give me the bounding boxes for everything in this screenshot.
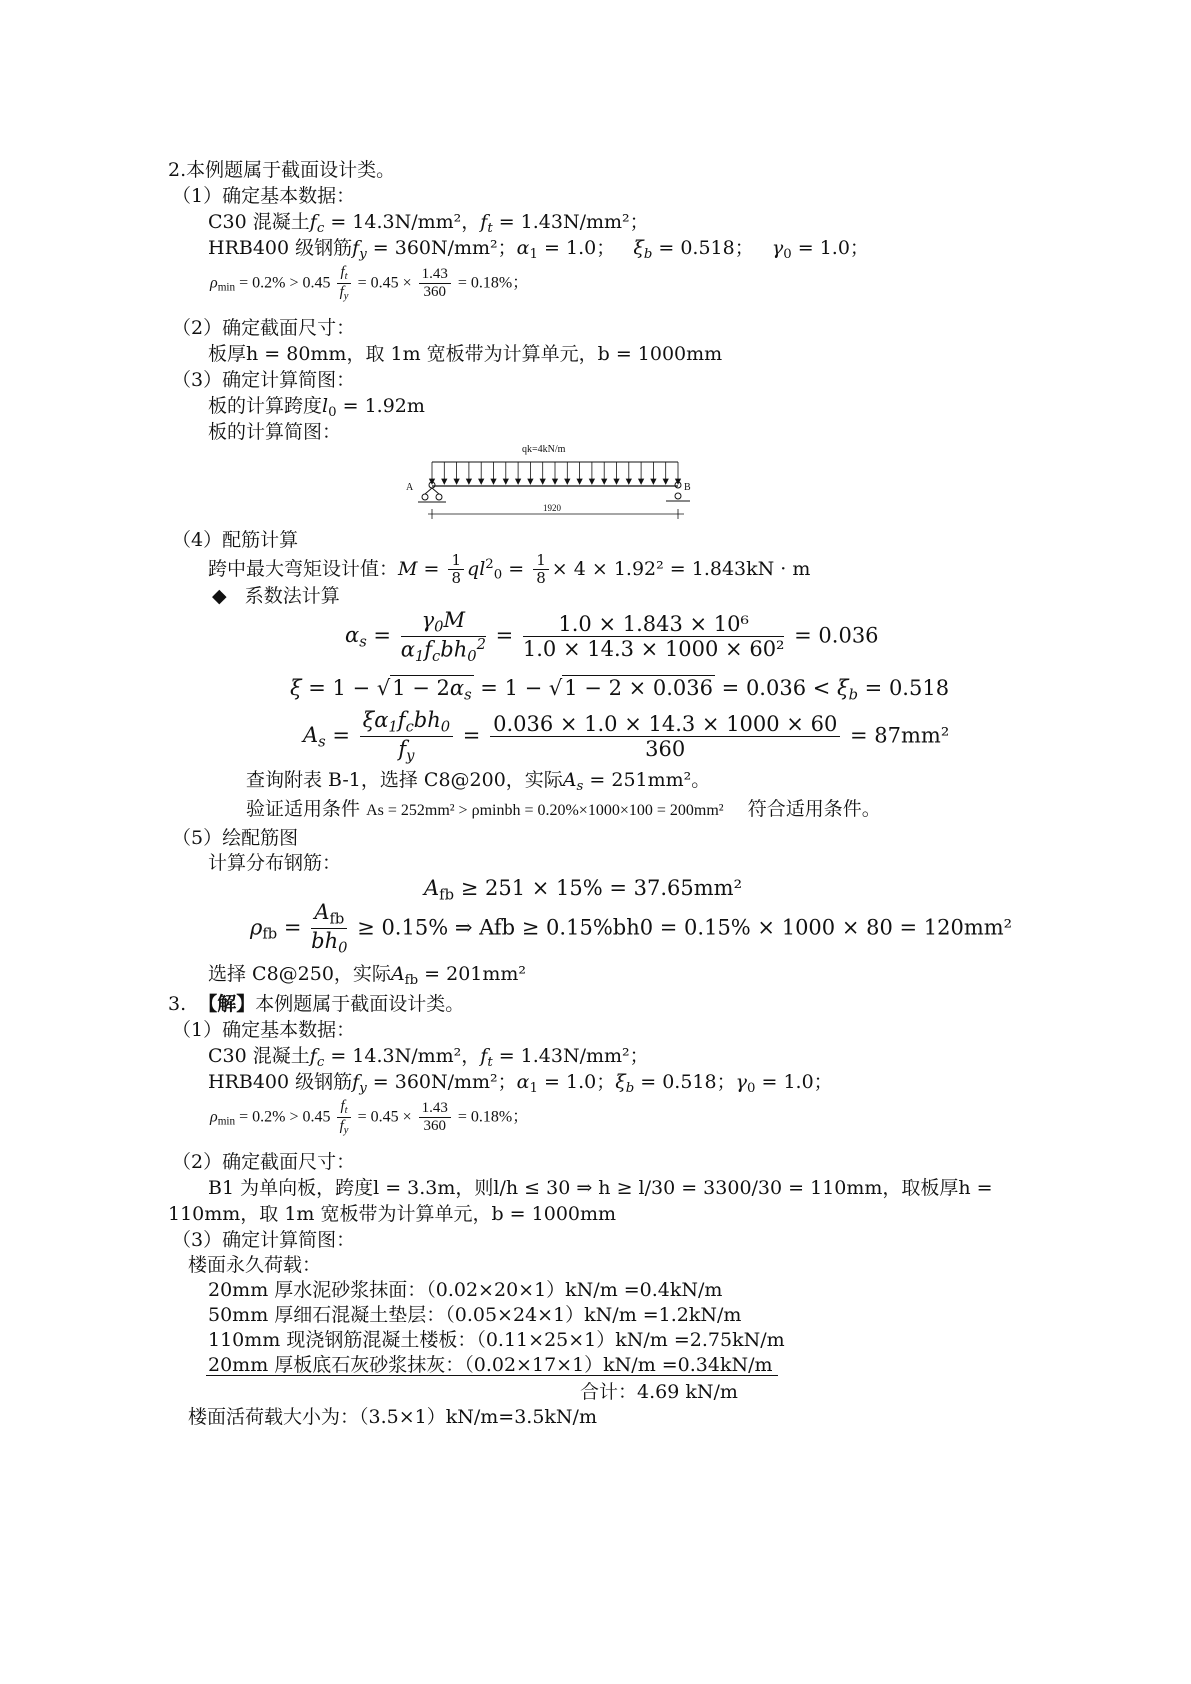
load-arrow-head bbox=[442, 479, 447, 484]
s3-step2-heading: （2）确定截面尺寸： bbox=[172, 1151, 356, 1173]
alpha-s-equation: $\alpha_s$ = $\frac{\gamma_0M}{\alpha_1f_cbh_0^2}$ = $\frac{\text{1.0 × 1.843 × 10⁶}}{\text{1.0 × 14.3 × 1000 × 60²}}$ = 0.036 bbox=[345, 608, 879, 666]
load-arrow-head bbox=[602, 479, 607, 484]
rho-fb-equation: $\rho_{fb}$ = $\frac{A_{fb}}{bh_0}$ ≥ 0.15% ⇒ Afb ≥ 0.15%bh0 = 0.15% × 1000 × 80 = 120mm² bbox=[250, 900, 1013, 957]
support-a-label: A bbox=[406, 482, 414, 493]
load-arrow-head bbox=[577, 479, 582, 484]
load-arrow-head bbox=[479, 479, 484, 484]
load-arrow-head bbox=[454, 479, 459, 484]
load-label: qk=4kN/m bbox=[522, 444, 566, 455]
s3-b1-line: B1 为单向板，跨度l = 3.3m，则l/h ≤ 30 ⇒ h ≥ l/30 = 3300/30 = 110mm，取板厚h = bbox=[208, 1177, 993, 1199]
s3-steel-line: HRB400 级钢筋$f_y = 360N/mm^2$；$\alpha_1 = 1.0$；$\xi_b = 0.518$；$\gamma_0 = 1.0$； bbox=[208, 1071, 833, 1096]
s2-step1-heading: （1）确定基本数据： bbox=[172, 185, 356, 207]
section2-title: 2.本例题属于截面设计类。 bbox=[168, 159, 396, 181]
span-length-label: 1920 bbox=[543, 503, 561, 513]
load-arrow-head bbox=[528, 479, 533, 484]
xi-equation: $\xi = 1 - √1 - 2\alpha_s = 1 - √1 - 2 \times 0.036 = 0.036 < \xi_b = 0.518$ bbox=[290, 676, 950, 704]
load-arrow-head bbox=[589, 479, 594, 484]
s2-lookup-line: 查询附表 B-1，选择 C8@200，实际$A_s = 251mm^2$。 bbox=[246, 769, 711, 794]
load-item: 110mm 现浇钢筋混凝土楼板：（0.11×25×1）kN/m =2.75kN/m bbox=[208, 1329, 785, 1351]
load-arrow-head bbox=[651, 479, 656, 484]
load-arrow-head bbox=[503, 479, 508, 484]
s2-step3-heading: （3）确定计算简图： bbox=[172, 369, 356, 391]
load-item: 20mm 厚水泥砂浆抹面：（0.02×20×1）kN/m =0.4kN/m bbox=[208, 1279, 723, 1301]
load-arrow-head bbox=[565, 479, 570, 484]
sum-divider bbox=[206, 1375, 778, 1376]
load-arrow-head bbox=[466, 479, 471, 484]
bullet-icon: ◆ bbox=[212, 585, 227, 607]
s3-total: 合计：4.69 kN/m bbox=[580, 1381, 738, 1403]
load-arrow-head bbox=[553, 479, 558, 484]
support-a bbox=[418, 482, 446, 502]
s2-select-line: 选择 C8@250，实际$A_{fb} = 201mm^2$ bbox=[208, 963, 527, 988]
s2-concrete-line: C30 混凝土$f_c = 14.3N/mm^2$，$f_t = 1.43N/mm^2$； bbox=[208, 211, 649, 236]
s2-moment-line: 跨中最大弯矩设计值：M = $\frac{1}{8}$ $ql^2_0$ = $\frac{1}{8}$ × 4 × 1.92² = 1.843kN · m bbox=[208, 551, 811, 588]
s2-dist-label: 计算分布钢筋： bbox=[208, 852, 342, 874]
s2-step5-heading: （5）绘配筋图 bbox=[172, 827, 299, 849]
load-arrow-head bbox=[626, 479, 631, 484]
s2-step4-heading: （4）配筋计算 bbox=[172, 529, 299, 551]
as-equation: $A_s$ = $\frac{\xi\alpha_1f_cbh_0}{f_y}$ = $\frac{0.036 \times 1.0 \times 14.3 \times 1000 \times 60}{360}$ = 87mm² bbox=[303, 708, 950, 765]
support-b-label: B bbox=[684, 482, 691, 493]
load-item: 50mm 厚细石混凝土垫层：（0.05×24×1）kN/m =1.2kN/m bbox=[208, 1304, 742, 1326]
s2-step2-heading: （2）确定截面尺寸： bbox=[172, 317, 356, 339]
s3-rho-min-formula: $\rho_{min} = 0.2\% > 0.45$ $\frac{f_t}{f_y}$ = 0.45 × $\frac{1.43}{360}$ = 0.18%； bbox=[210, 1098, 529, 1137]
s2-span-line: 板的计算跨度$l_0 = 1.92m$ bbox=[208, 395, 425, 420]
load-arrow-head bbox=[663, 479, 668, 484]
section3-title: 3. 【解】本例题属于截面设计类。 bbox=[168, 993, 465, 1015]
load-arrow-head bbox=[540, 479, 545, 484]
s2-steel-line: HRB400 级钢筋$f_y = 360N/mm^2$；$\alpha_1 = 1.0$； $\xi_b = 0.518$； $\gamma_0 = 1.0$； bbox=[208, 237, 869, 262]
load-arrow-head bbox=[614, 479, 619, 484]
load-arrow-head bbox=[491, 479, 496, 484]
s2-rho-min-formula: $\rho_{min} = 0.2\% > 0.45$ $\frac{f_t}{f_y}$ = 0.45 × $\frac{1.43}{360}$ = 0.18%； bbox=[210, 264, 529, 303]
s3-step1-heading: （1）确定基本数据： bbox=[172, 1019, 356, 1041]
load-arrow-head bbox=[516, 479, 521, 484]
afb-equation: $A_{fb} \ge 251 \times 15\% = 37.65mm^2$ bbox=[424, 876, 742, 904]
s2-diagram-label: 板的计算简图： bbox=[208, 421, 342, 443]
load-arrows bbox=[430, 462, 681, 484]
s3-live-load: 楼面活荷载大小为：（3.5×1）kN/m=3.5kN/m bbox=[188, 1406, 597, 1428]
s3-perm-label: 楼面永久荷载： bbox=[188, 1254, 322, 1276]
s2-coef-method: ◆ 系数法计算 bbox=[212, 585, 340, 607]
s3-b1-line2: 110mm，取 1m 宽板带为计算单元，b = 1000mm bbox=[168, 1203, 617, 1225]
s2-verify-line: 验证适用条件 As = 252mm² > ρminbh = 0.20%×1000×100 = 200mm² 符合适用条件。 bbox=[246, 798, 881, 820]
s3-concrete-line: C30 混凝土$f_c = 14.3N/mm^2$，$f_t = 1.43N/mm^2$； bbox=[208, 1045, 649, 1070]
load-arrow-head bbox=[639, 479, 644, 484]
s3-step3-heading: （3）确定计算简图： bbox=[172, 1229, 356, 1251]
load-item: 20mm 厚板底石灰砂浆抹灰：（0.02×17×1）kN/m =0.34kN/m bbox=[208, 1354, 773, 1376]
s2-thickness-line: 板厚h = 80mm，取 1m 宽板带为计算单元，b = 1000mm bbox=[208, 343, 723, 365]
beam-load-diagram bbox=[400, 440, 720, 524]
